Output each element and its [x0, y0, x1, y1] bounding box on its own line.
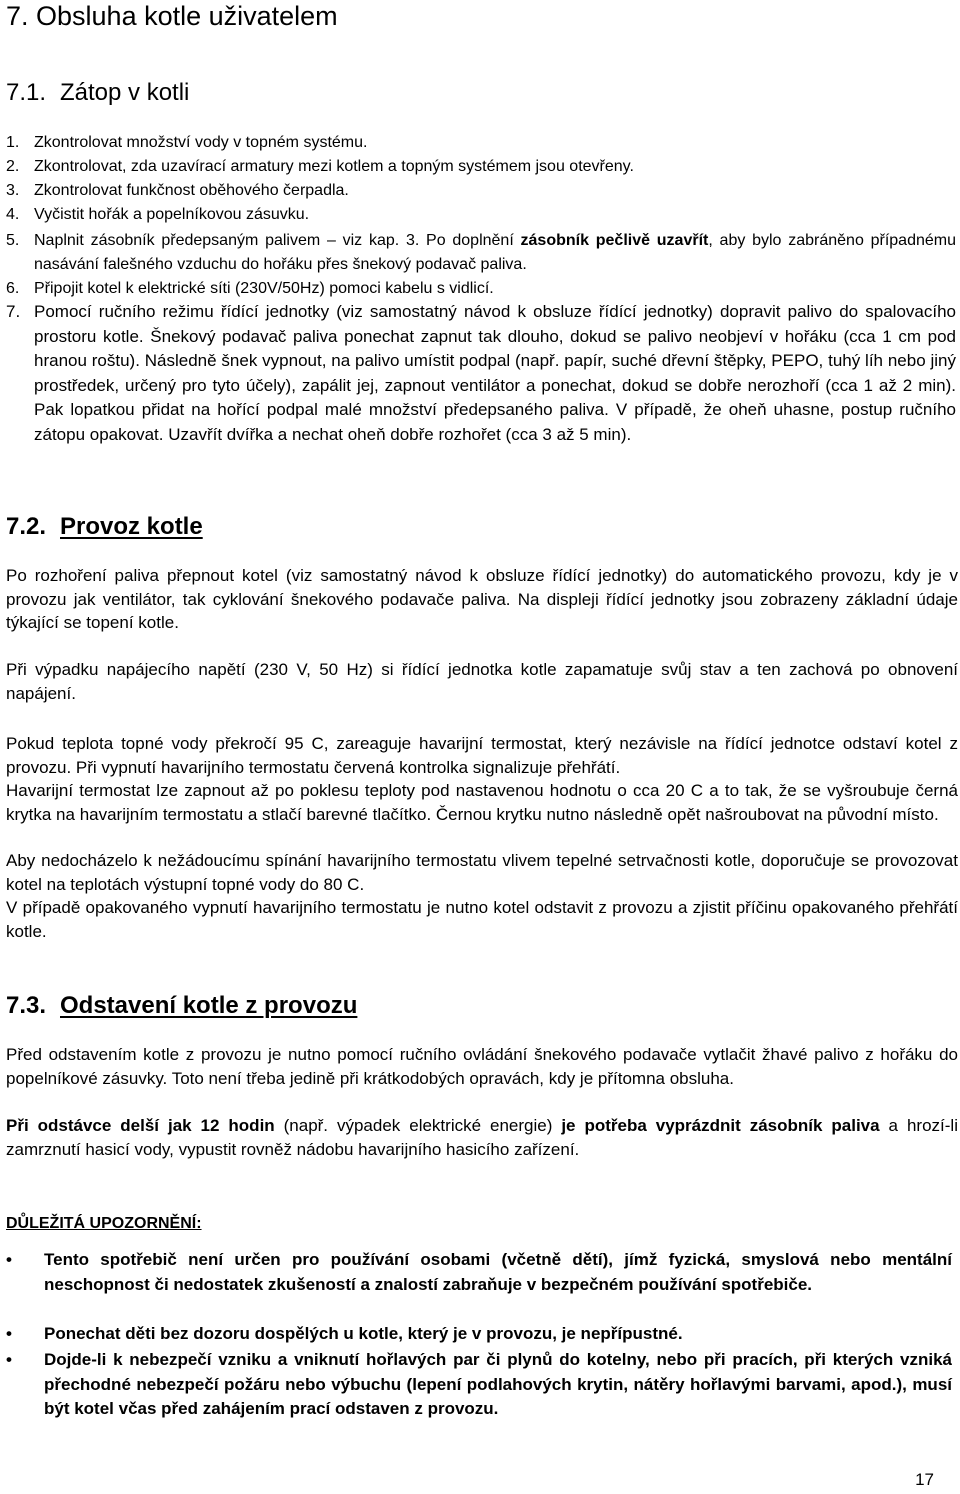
section-number: 7.1. [6, 79, 47, 106]
bullet-icon: • [6, 1250, 12, 1269]
page-number: 17 [915, 1470, 934, 1489]
section-title: Provoz kotle [60, 513, 203, 540]
paragraph: Při odstávce delší jak 12 hodin (např. výpadek elektrické energie) je potřeba vyprázdnit zásobník paliva a hrozí-li zamrznutí hasicí vody, vypustit rovněž nádobu havarijního hasicího zařízení. [6, 1116, 958, 1159]
chapter-heading: 7. Obsluha kotle uživatelem [6, 1, 338, 31]
warning-heading: DŮLEŽITÁ UPOZORNĚNÍ: [6, 1215, 202, 1232]
section-heading-7-2 [6, 512, 203, 542]
section-title: Zátop v kotli [60, 79, 190, 106]
section-title: Odstavení kotle z provozu [60, 992, 358, 1019]
paragraph: Havarijní termostat lze zapnout až po poklesu teploty pod nastavenou hodnotu o cca 20 C a to tak, že se vyšroubuje černá krytka na havarijním termostatu a stlačí barevné tlačítko. Černou krytku nutno následně opět našroubovat na původní místo. [6, 781, 958, 824]
section-heading-7-1 [6, 78, 189, 108]
paragraph: Pokud teplota topné vody překročí 95 C, zareaguje havarijní termostat, který nezávisle na řídící jednotce odstaví kotel z provozu. Při vypnutí havarijního termostatu červená kontrolka signalizuje přehřátí. [6, 734, 958, 777]
section-heading-7-3 [6, 991, 357, 1021]
section-number: 7.2. [6, 513, 47, 540]
section-number: 7.3. [6, 992, 47, 1019]
paragraph: Aby nedocházelo k nežádoucímu spínání havarijního termostatu vlivem tepelné setrvačnosti kotle, doporučuje se provozovat kotel na teplotách výstupní topné vody do 80 C. [6, 851, 958, 894]
paragraph: Po rozhoření paliva přepnout kotel (viz samostatný návod k obsluze řídící jednotky) do automatického provozu, kdy je v provozu jak ventilátor, tak cyklování šnekového podavače paliva. Na displeji řídící jednotky jsou zobrazeny základní údaje týkající se topení kotle. [6, 566, 958, 632]
paragraph: V případě opakovaného vypnutí havarijního termostatu je nutno kotel odstavit z provozu a zjistit příčinu opakovaného přehřátí kotle. [6, 898, 958, 941]
paragraph: Před odstavením kotle z provozu je nutno pomocí ručního ovládání šnekového podavače vytlačit žhavé palivo z hořáku do popelníkové zásuvky. Toto není třeba jedině při krátkodobých opravách, kdy je přítomna obsluha. [6, 1045, 958, 1088]
bullet-icon: • [6, 1324, 12, 1343]
document-page: 7. Obsluha kotle uživatelem 7.1. Zátop v kotli 1. Zkontrolovat množství vody v topném systému. 2. Zkontrolovat, zda uzavírací armatury mezi kotlem a topným systémem jsou otevřeny. 3. Zkontrolovat funkčnost oběhového čerpadla. 4. Vyčistit hořák a popelníkovou zásuvku. 5. Naplnit zásobník předepsaným palivem – viz kap. 3. Po doplnění zásobník pečlivě uzavřít, aby bylo zabráněno případnému nasávání falešného vzduchu do hořáku přes šnekový podavač paliva. 6. Připojit kotel k elektrické síti (230V/50Hz) pomoci kabelu s vidlicí. 7. Pomocí ručního režimu řídící jednotky (viz samostatný návod k obsluze řídící jednotky) dopravit palivo do spalovacího prostoru kotle. Šnekový podavač paliva ponechat zapnut tak dlouho, dokud se palivo neobjeví v hořáku (cca 1 cm pod hranou roštu). Následně šnek vypnout, na palivo umístit podpal (např. papír, suché dřevní štěpky, PEPO, tuhý líh nebo jiný prostředek, určený pro tyto účely), zapálit jej, zapnout ventilátor a ponechat, dokud se dobře nerozhoří (cca 1 až 2 min). Pak lopatkou přidat na hořící podpal malé množství předepsaného paliva. V případě, že oheň uhasne, postup ručního zátopu opakovat. Uzavřít dvířka a nechat oheň dobře rozhořet (cca 3 až 5 min). 7.2. Provoz kotle Po rozhoření paliva přepnout kotel (viz samostatný návod k obsluze řídící jednotky) do automatického provozu, kdy je v provozu jak ventilátor, tak cyklování šnekového podavače paliva. Na displeji řídící jednotky jsou zobrazeny základní údaje týkající se topení kotle. Při výpadku napájecího napětí (230 V, 50 Hz) si řídící jednotka kotle zapamatuje svůj stav a ten zachová po obnovení napájení. Pokud teplota topné vody překročí 95 C, zareaguje havarijní termostat, který nezávisle na řídící jednotce odstaví kotel z provozu. Při vypnutí havarijního termostatu červená kontrolka signalizuje přehřátí. Havarijní termostat lze zapnout až po poklesu teploty pod nastavenou hodnotu o cca 20 C a to tak, že se vyšroubuje černá krytka na havarijním termostatu a stlačí barevné tlačítko. Černou krytku nutno následně opět našroubovat na původní místo. Aby nedocházelo k nežádoucímu spínání havarijního termostatu vlivem tepelné setrvačnosti kotle, doporučuje se provozovat kotel na teplotách výstupní topné vody do 80 C. V případě opakovaného vypnutí havarijního termostatu je nutno kotel odstavit z provozu a zjistit příčinu opakovaného přehřátí kotle. 7.3. Odstavení kotle z provozu Před odstavením kotle z provozu je nutno pomocí ručního ovládání šnekového podavače vytlačit žhavé palivo z hořáku do popelníkové zásuvky. Toto není třeba jedině při krátkodobých opravách, kdy je přítomna obsluha. Při odstávce delší jak 12 hodin (např. výpadek elektrické energie) je potřeba vyprázdnit zásobník paliva a hrozí-li zamrznutí hasicí vody, vypustit rovněž nádobu havarijního hasicího zařízení. DŮLEŽITÁ UPOZORNĚNÍ: • Tento spotřebič není určen pro používání osobami (včetně dětí), jímž fyzická, smyslová nebo mentální neschopnost či nedostatek zkušeností a znalostí zabraňuje v bezpečném používání spotřebiče. • Ponechat děti bez dozoru dospělých u kotle, který je v provozu, je nepřípustné. • Dojde-li k nebezpečí vzniku a vniknutí hořlavých par či plynů do kotelny, nebo při pracích, při kterých vzniká přechodné nebezpečí požáru nebo výbuchu (lepení podlahových krytin, nátěry hořlavými barvami, apod.), musí být kotel včas před zahájením prací odstaven z provozu. 17 [6, 1, 958, 1489]
bullet-icon: • [6, 1350, 12, 1369]
paragraph: Při výpadku napájecího napětí (230 V, 50 Hz) si řídící jednotka kotle zapamatuje svůj stav a ten zachová po obnovení napájení. [6, 660, 958, 703]
